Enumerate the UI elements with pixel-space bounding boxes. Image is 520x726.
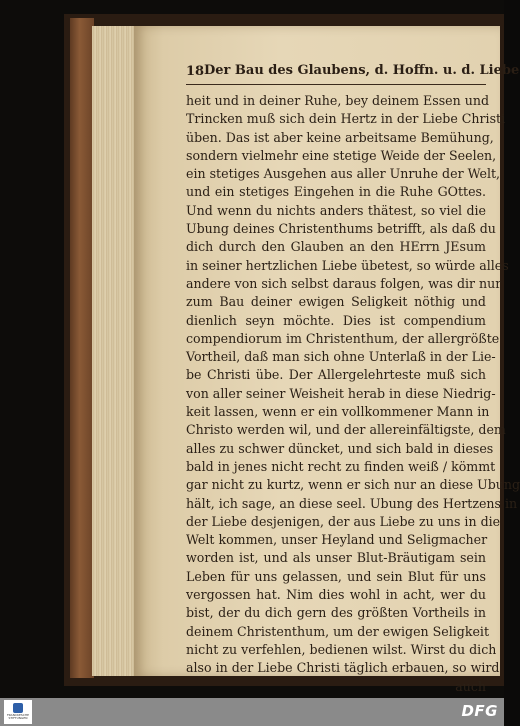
page-number: 18	[186, 64, 205, 79]
text-line: zum Bau deiner ewigen Seligkeit nöthig und	[186, 294, 486, 310]
page-header	[186, 62, 520, 85]
text-line: gar nicht zu kurtz, wenn er sich nur an diese Ubung	[186, 477, 520, 493]
running-title: Der Bau des Glaubens, d. Hoffn. u. d. Liebe	[204, 63, 520, 78]
text-line: sondern vielmehr eine stetige Weide der Seelen,	[186, 147, 497, 163]
text-line: compendiorum im Christenthum, der allergrößte	[186, 330, 500, 346]
franckesche-stiftungen-logo[interactable]	[4, 700, 32, 724]
text-line: von aller seiner Weisheit herab in diese Niedrig-	[186, 385, 496, 401]
text-line: ein stetiges Ausgehen aus aller Unruhe der Welt,	[186, 166, 501, 182]
text-line: bist, der du dich gern des größten Vortheils in	[186, 605, 486, 621]
text-line: in seiner hertzlichen Liebe übetest, so würde alles	[186, 257, 509, 273]
text-line: deinem Christenthum, um der ewigen Seligkeit	[186, 623, 490, 639]
text-line: nicht zu verfehlen, bedienen wilst. Wirst du dich	[186, 641, 497, 657]
catchword: auch	[455, 678, 486, 694]
text-line: Trincken muß sich dein Hertz in der Liebe Christi	[186, 111, 506, 127]
text-line: hält, ich sage, an diese seel. Ubung des Hertzens in	[186, 495, 518, 511]
text-line: dienlich seyn möchte. Dies ist compendium	[186, 312, 486, 328]
text-line: keit lassen, wenn er ein vollkommener Mann in	[186, 404, 490, 420]
text-line: Welt kommen, unser Heyland und Seligmacher	[186, 532, 488, 548]
text-line: alles zu schwer düncket, und sich bald in dieses	[186, 440, 494, 456]
text-line: heit und in deiner Ruhe, bey deinem Essen und	[186, 93, 490, 108]
text-line: Ubung deines Christenthums betrifft, als daß du	[186, 221, 496, 237]
footer-bar	[0, 698, 504, 726]
library-logo-text: FRANCKESCHE STIFTUNGEN	[6, 713, 30, 721]
dfg-logo[interactable]: DFG	[461, 702, 498, 720]
page-edges	[92, 26, 136, 676]
body-text	[186, 92, 520, 696]
text-line: Leben für uns gelassen, und sein Blut für uns	[186, 568, 486, 584]
text-line: der Liebe desjenigen, der aus Liebe zu uns in die	[186, 513, 501, 529]
text-line: dich durch den Glauben an den HErrn JEsum	[186, 239, 486, 255]
text-line: und ein stetiges Eingehen in die Ruhe GOttes.	[186, 184, 486, 200]
book-cover-edge	[70, 18, 94, 678]
text-line: vergossen hat. Nim dies wohl in acht, wer du	[186, 587, 486, 603]
text-line: Christo werden wil, und der allereinfältigste, dem	[186, 422, 506, 438]
text-line: Und wenn du nichts anders thätest, so viel die	[186, 202, 486, 218]
text-line: Vortheil, daß man sich ohne Unterlaß in der Lie-	[186, 349, 496, 365]
text-line: üben. Das ist aber keine arbeitsame Bemühung,	[186, 129, 494, 145]
text-line: andere von sich selbst daraus folgen, was dir nur	[186, 275, 502, 291]
text-line: be Christi übe. Der Allergelehrteste muß sich	[186, 367, 486, 383]
text-line: bald in jenes nicht recht zu finden weiß / kömmt	[186, 458, 496, 474]
text-line: also in der Liebe Christi täglich erbauen, so wird	[186, 660, 500, 676]
library-emblem-icon	[13, 703, 23, 713]
text-line: worden ist, und als unser Blut-Bräutigam sein	[186, 550, 486, 566]
